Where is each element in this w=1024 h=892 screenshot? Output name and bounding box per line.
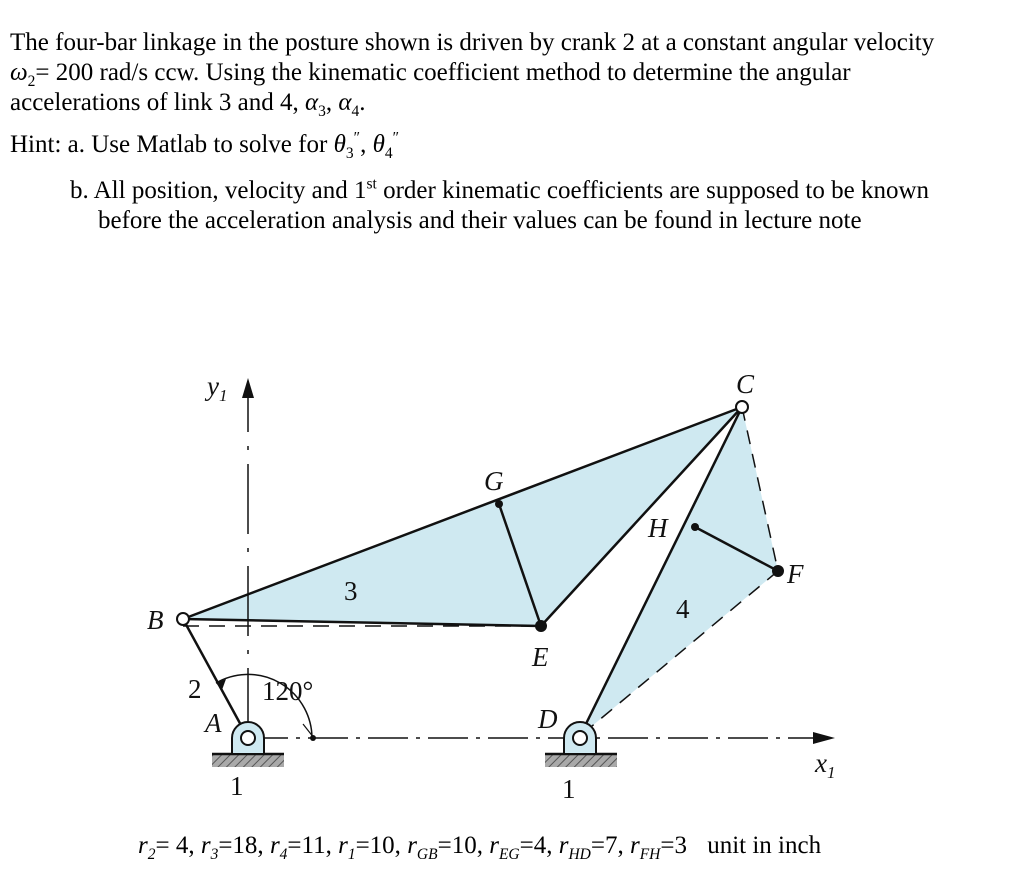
length-symbol: r (558, 832, 569, 859)
x-axis-arrow (813, 732, 835, 744)
problem-line2: = 200 rad/s ccw. Using the kinematic coefficient method to determine the angular (35, 59, 851, 86)
length-subscript: HD (568, 846, 591, 863)
problem-end-period: . (359, 89, 366, 116)
length-item (338, 832, 408, 863)
alpha4-symbol: α (338, 89, 352, 116)
length-symbol: r (338, 832, 348, 859)
alpha-separator: , (325, 89, 339, 116)
omega-subscript: 2 (27, 73, 36, 90)
theta4-subscript: 4 (384, 145, 393, 162)
theta4-symbol: θ (372, 131, 385, 158)
length-value: =7, (590, 832, 630, 859)
label-link2: 2 (188, 674, 202, 704)
length-item (629, 832, 687, 863)
length-symbol: r (269, 832, 280, 859)
theta-separator: , (360, 131, 373, 158)
length-subscript: EG (498, 846, 520, 863)
length-subscript: GB (416, 846, 438, 863)
theta3-subscript: 3 (345, 145, 354, 162)
angle-tick (303, 724, 314, 738)
alpha4-subscript: 4 (351, 103, 360, 120)
length-item (269, 832, 339, 863)
length-subscript: 3 (210, 846, 219, 863)
label-g: G (484, 466, 504, 496)
point-g (495, 500, 503, 508)
alpha3-subscript: 3 (318, 103, 326, 120)
hint-a-prefix: Hint: a. Use Matlab to solve for (10, 131, 328, 158)
hint-b-continuation: before the acceleration analysis and their values can be found in lecture note (98, 207, 862, 234)
hint-b-rest: order kinematic coefficients are supposed to be known (376, 177, 929, 204)
length-subscript: 4 (279, 846, 288, 863)
given-unit: unit in inch (707, 832, 822, 859)
label-x1: $x_1$ (815, 748, 836, 782)
label-ground-a: 1 (230, 771, 244, 801)
length-subscript: 2 (147, 846, 156, 863)
y-axis-arrow (242, 378, 254, 398)
label-link4: 4 (676, 594, 690, 624)
joint-a (241, 731, 255, 745)
length-symbol: r (407, 832, 417, 859)
length-item (138, 832, 201, 863)
point-e (535, 620, 547, 632)
length-item (200, 832, 270, 863)
label-link3: 3 (344, 576, 358, 606)
theta3-primes: ″ (353, 129, 361, 147)
length-value: =4, (519, 832, 559, 859)
length-item (407, 832, 490, 863)
length-subscript: 1 (347, 846, 356, 863)
hint-b-prefix: b. All position, velocity and 1 (70, 177, 367, 204)
label-ground-d: 1 (562, 774, 576, 804)
label-c: C (736, 369, 755, 399)
omega-symbol: ω (10, 59, 28, 86)
alpha3-symbol: α (305, 89, 319, 116)
length-item (558, 832, 630, 863)
given-lengths (138, 832, 822, 863)
length-value: =10, (437, 832, 490, 859)
label-y1: $y_1$ (207, 371, 228, 405)
length-symbol: r (489, 832, 499, 859)
length-symbol: r (200, 832, 211, 859)
ground-hatch-a (212, 754, 284, 767)
length-symbol: r (138, 832, 148, 859)
joint-b (177, 613, 189, 625)
label-d: D (538, 704, 558, 734)
ground-hatch-d (545, 754, 617, 767)
joint-c (736, 401, 748, 413)
label-b: B (147, 605, 164, 635)
label-angle: 120° (262, 676, 314, 706)
label-e: E (532, 642, 549, 672)
length-value: = 4, (155, 832, 201, 859)
length-value: =10, (355, 832, 408, 859)
length-value: =3 (660, 832, 687, 859)
label-f: F (787, 559, 804, 589)
length-value: =18, (218, 832, 270, 859)
length-item (489, 832, 559, 863)
point-h (691, 523, 699, 531)
label-a: A (205, 708, 222, 738)
theta4-primes: ″ (392, 129, 400, 147)
joint-d (573, 731, 587, 745)
length-subscript: FH (639, 846, 661, 863)
problem-line3: accelerations of link 3 and 4, (10, 89, 299, 116)
length-symbol: r (629, 832, 640, 859)
theta3-symbol: θ (333, 131, 346, 158)
hint-b-superscript: st (366, 175, 377, 193)
problem-line1: The four-bar linkage in the posture shown is driven by crank 2 at a constant angular velocity (10, 29, 935, 56)
label-h: H (648, 513, 668, 543)
point-f (772, 565, 784, 577)
length-value: =11, (287, 832, 339, 859)
